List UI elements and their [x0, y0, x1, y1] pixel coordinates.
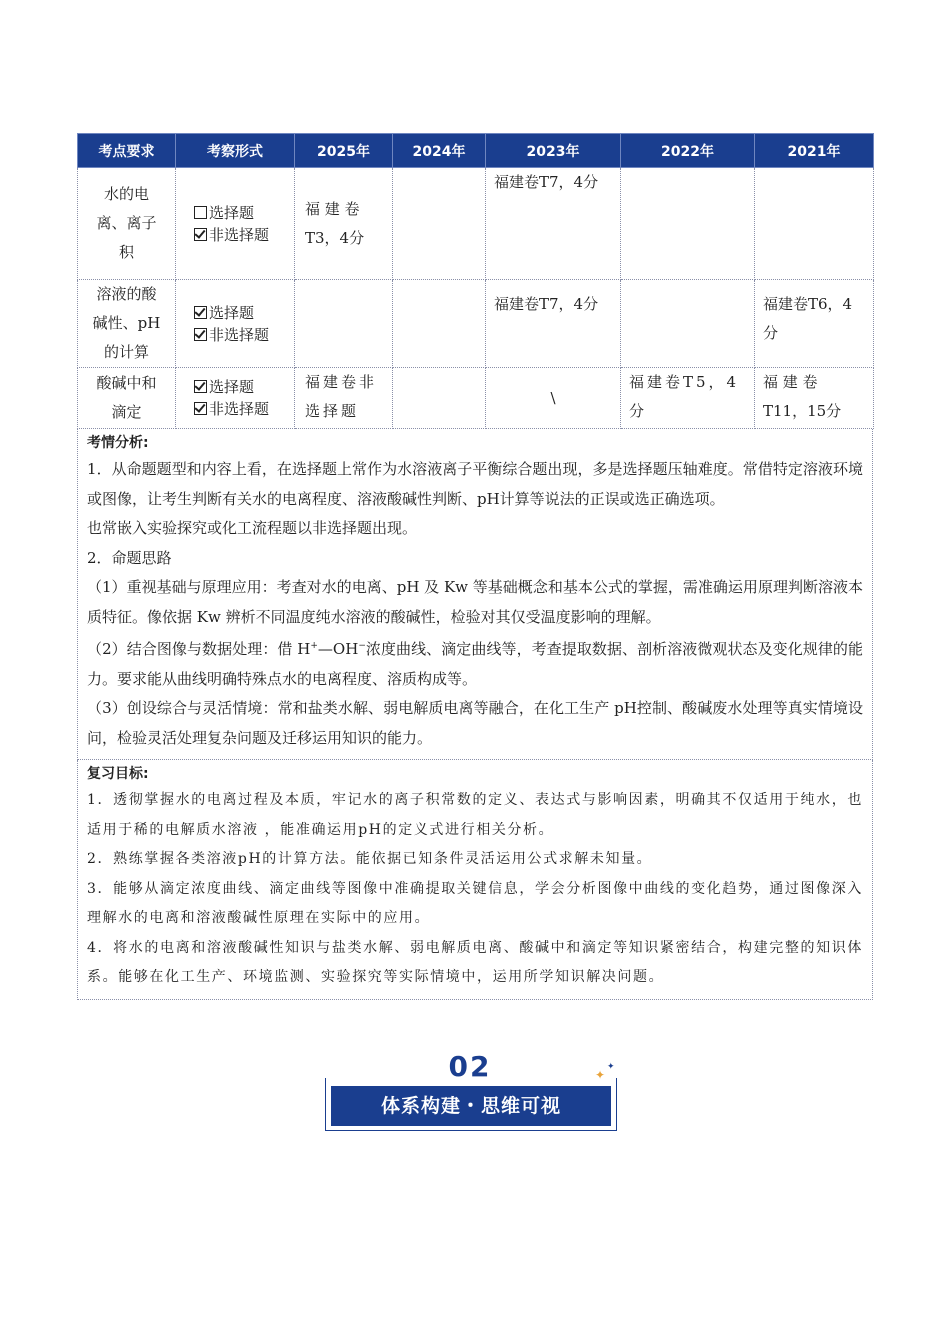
checkbox-checked-icon [194, 228, 207, 241]
topic-cell: 水的电离、离子积 [78, 168, 176, 280]
table-row [78, 368, 874, 429]
header-topic: 考点要求 [78, 134, 176, 168]
form-cell [176, 280, 295, 368]
table-row [78, 280, 874, 368]
goals-title: 复习目标: [87, 766, 149, 782]
cell-2025 [295, 280, 393, 368]
cell-2021 [755, 168, 874, 280]
analysis-paragraph: 1．从命题题型和内容上看，在选择题上常作为水溶液离子平衡综合题出现，多是选择题压轴难度。常借特定溶液环境或图像，让考生判断有关水的电离程度、溶液酸碱性判断、pH计算等说法的正误或选正确选项。 [87, 460, 863, 508]
header-2021: 2021年 [755, 134, 874, 168]
checkbox-checked-icon [194, 402, 207, 415]
goals-section [77, 760, 873, 1000]
header-2025: 2025年 [295, 134, 393, 168]
sparkle-icon: ✦ [595, 1068, 606, 1082]
checkbox-checked-icon [194, 380, 207, 393]
table-row [78, 168, 874, 280]
topic-cell: 酸碱中和滴定 [78, 368, 176, 429]
form-cell [176, 368, 295, 429]
analysis-paragraph: 2．命题思路 [87, 548, 172, 567]
form-cell [176, 168, 295, 280]
cell-2021: 福 建 卷 T11，15分 [755, 368, 874, 429]
checkbox-checked-icon [194, 306, 207, 319]
exam-table [77, 133, 874, 429]
goal-item: 3．能够从滴定浓度曲线、滴定曲线等图像中准确提取关键信息，学会分析图像中曲线的变化趋势，通过图像深入理解水的电离和溶液酸碱性原理在实际中的应用。 [87, 880, 863, 926]
topic-cell: 溶液的酸碱性、pH的计算 [78, 280, 176, 368]
analysis-paragraph: （3）创设综合与灵活情境：常和盐类水解、弱电解质电离等融合，在化工生产 pH控制、酸碱废水处理等真实情境设问，检验灵活处理复杂问题及迁移运用知识的能力。 [87, 699, 863, 747]
cell-2023: \ [486, 368, 621, 429]
analysis-paragraph: （2）结合图像与数据处理：借 H+—OH−浓度曲线、滴定曲线等，考查提取数据、剖析溶液微观状态及变化规律的能力。要求能从曲线明确特殊点水的电离程度、溶质构成等。 [87, 640, 863, 688]
cell-2024 [393, 280, 486, 368]
cell-2024 [393, 368, 486, 429]
cell-2021: 福建卷T6，4分 [755, 280, 874, 368]
checkbox-icon [194, 206, 207, 219]
checkbox-checked-icon [194, 328, 207, 341]
sparkle-small-icon: ✦ [607, 1062, 615, 1072]
header-2023: 2023年 [486, 134, 621, 168]
goal-item: 2．熟练掌握各类溶液pH的计算方法。能依据已知条件灵活运用公式求解未知量。 [87, 851, 653, 867]
content-page [77, 133, 873, 1000]
cell-2024 [393, 168, 486, 280]
choice-label: 选择题 [209, 378, 255, 396]
cell-2022: 福建卷T5，4分 [621, 368, 755, 429]
goal-item: 1．透彻掌握水的电离过程及本质，牢记水的离子积常数的定义、表达式与影响因素，明确其不仅适用于纯水，也适用于稀的电解质水溶液 ，能准确运用pH的定义式进行相关分析。 [87, 792, 863, 838]
header-2024: 2024年 [393, 134, 486, 168]
header-form: 考察形式 [176, 134, 295, 168]
analysis-title: 考情分析: [87, 435, 149, 451]
nonchoice-label: 非选择题 [209, 400, 270, 418]
analysis-section [77, 429, 873, 760]
cell-2023: 福建卷T7，4分 [486, 280, 621, 368]
analysis-paragraph: （1）重视基础与原理应用：考查对水的电离、pH 及 Kw 等基础概念和基本公式的掌握，需准确运用原理判断溶液本质特征。像依据 Kw 辨析不同温度纯水溶液的酸碱性，检验对其仅受温度影响的理解。 [87, 578, 863, 626]
nonchoice-label: 非选择题 [209, 325, 270, 344]
goal-item: 4．将水的电离和溶液酸碱性知识与盐类水解、弱电解质电离、酸碱中和滴定等知识紧密结合，构建完整的知识体系。能够在化工生产、环境监测、实验探究等实际情境中，运用所学知识解决问题。 [87, 939, 863, 985]
analysis-paragraph: 也常嵌入实验探究或化工流程题以非选择题出现。 [87, 519, 418, 537]
cell-2022 [621, 280, 755, 368]
choice-label: 选择题 [209, 203, 255, 222]
section-number: 02 [448, 1050, 492, 1083]
cell-2025: 福建卷非选择题 [295, 368, 393, 429]
table-header-row [78, 134, 874, 168]
cell-2023: 福建卷T7，4分 [486, 168, 621, 280]
section-title: 体系构建・思维可视 [331, 1086, 611, 1126]
section-banner [325, 1048, 625, 1133]
nonchoice-label: 非选择题 [209, 225, 270, 244]
choice-label: 选择题 [209, 303, 255, 322]
header-2022: 2022年 [621, 134, 755, 168]
cell-2022 [621, 168, 755, 280]
cell-2025: 福 建 卷 T3，4分 [295, 168, 393, 280]
